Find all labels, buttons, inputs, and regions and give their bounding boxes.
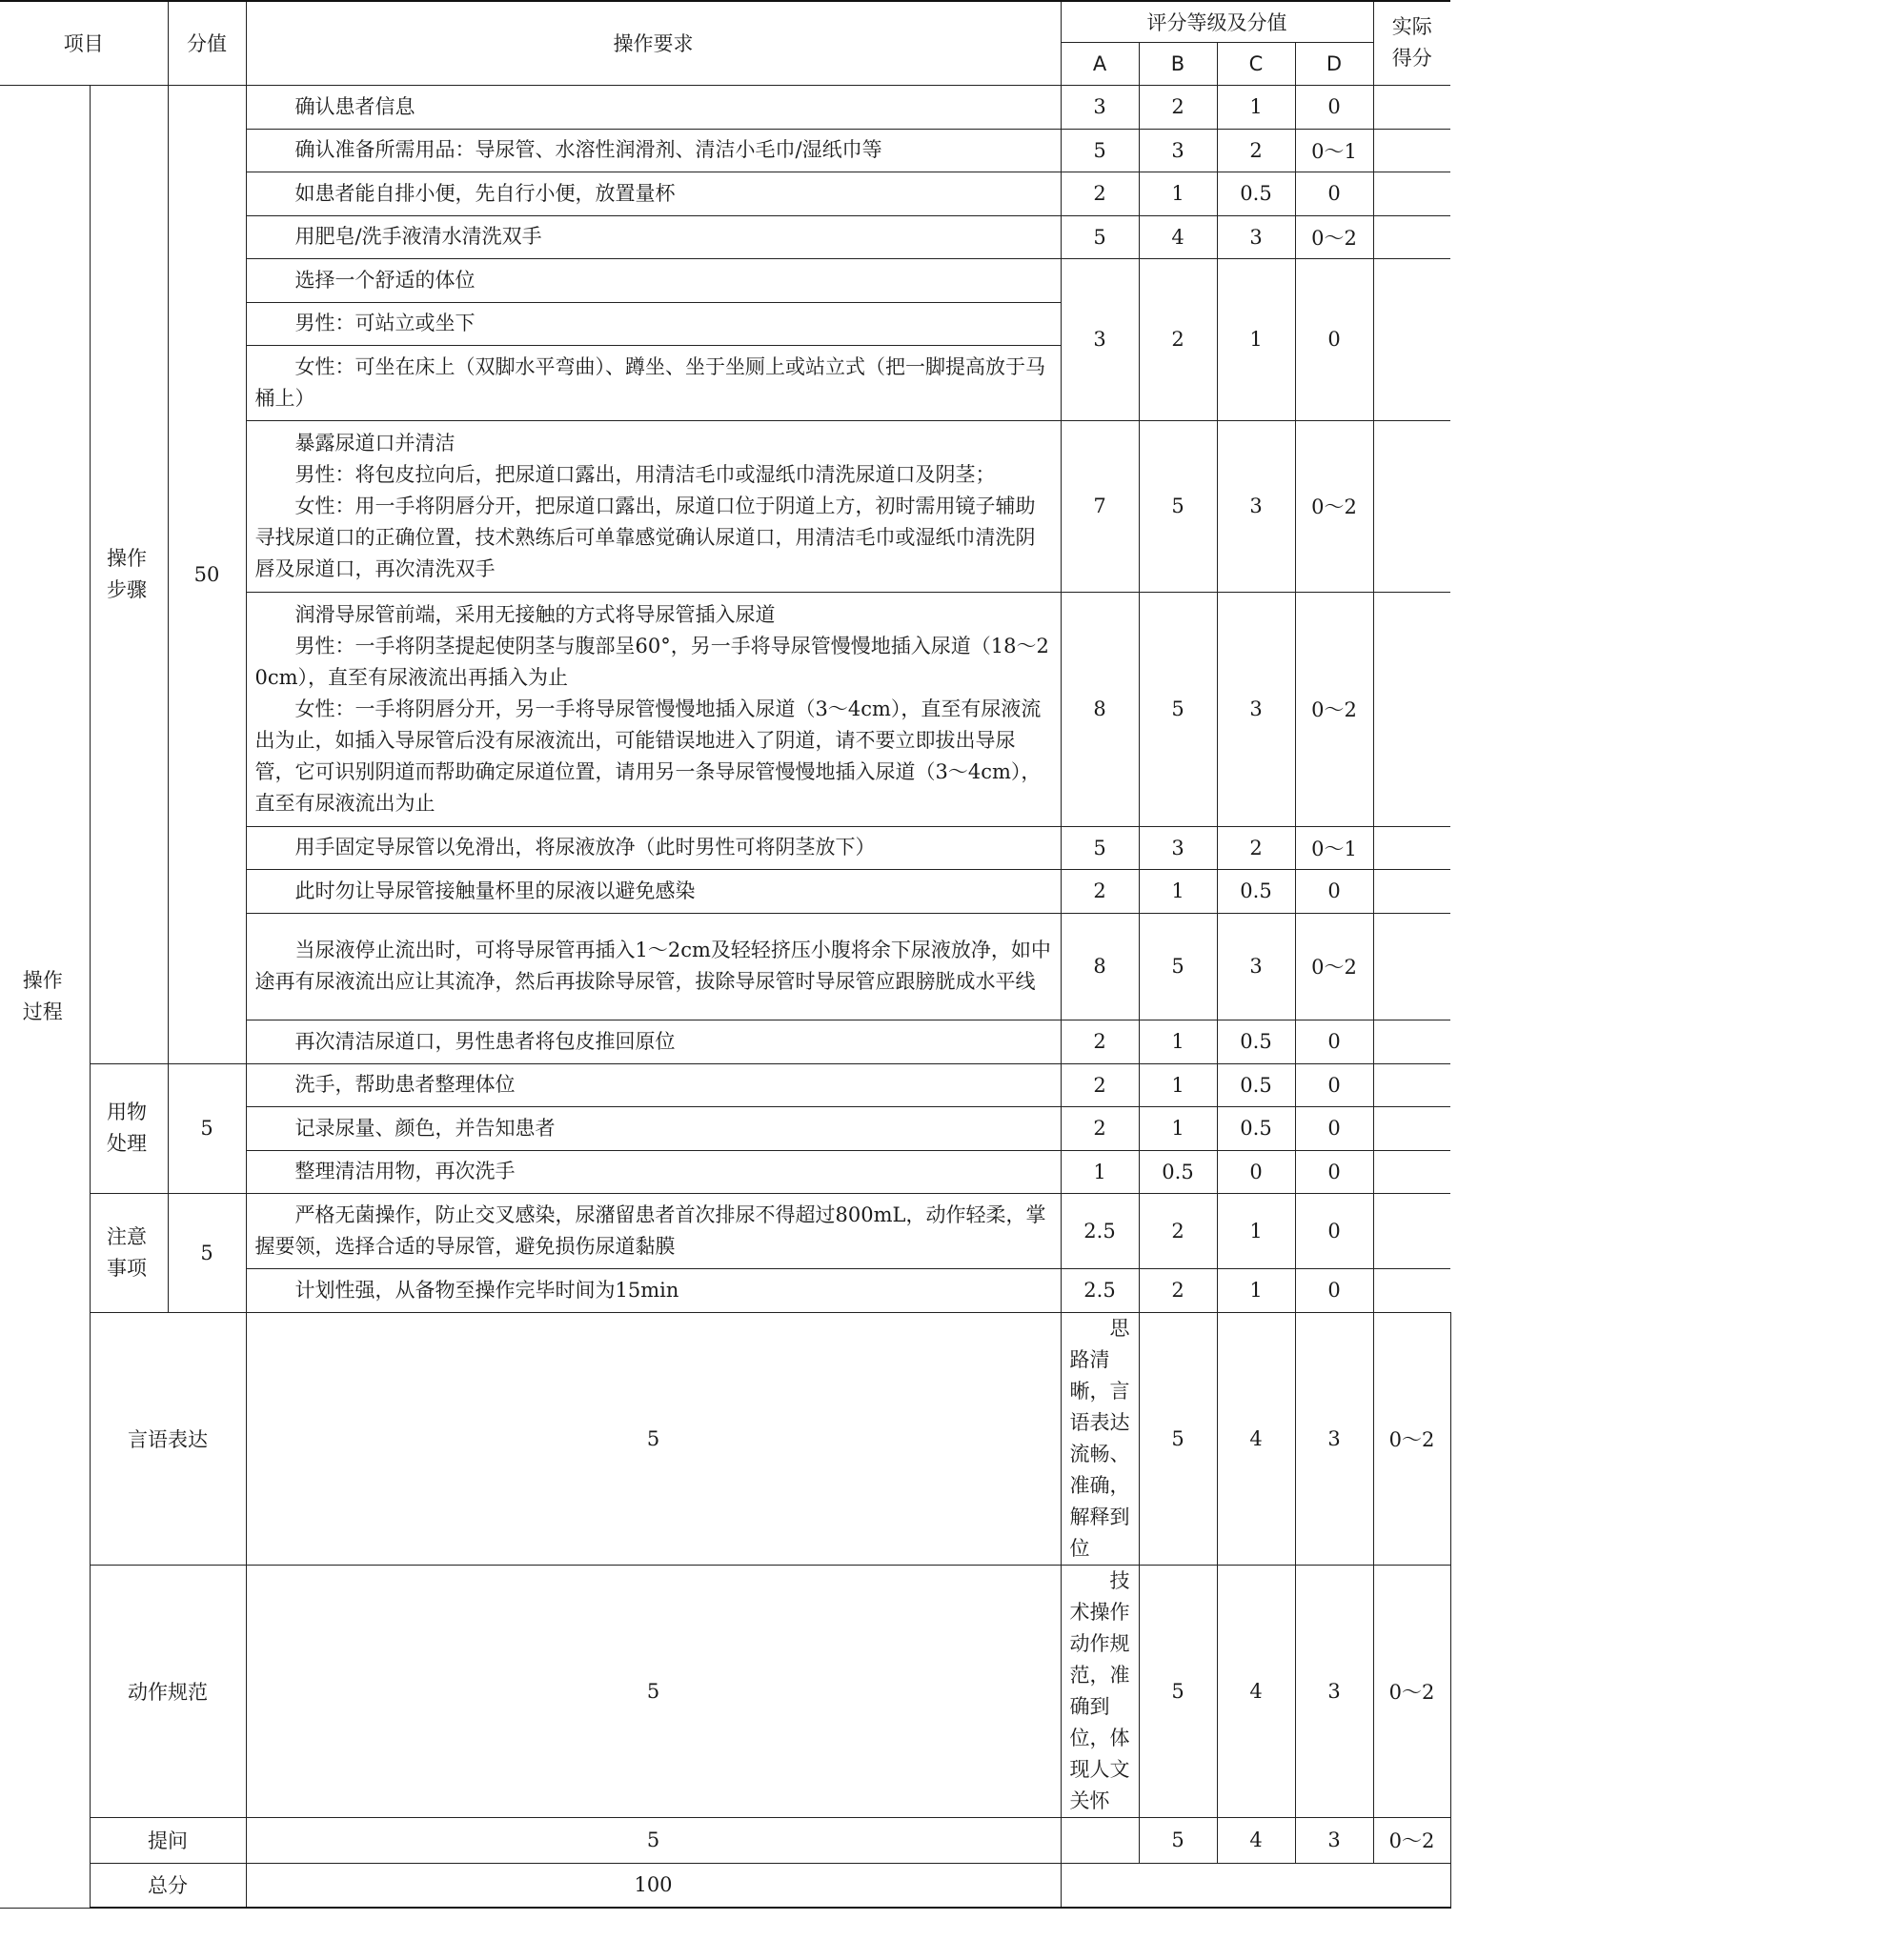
grade-c-value: 3 xyxy=(1217,215,1295,258)
grade-d-value: 0 xyxy=(1295,1063,1373,1106)
disposal-score: 5 xyxy=(168,1063,246,1193)
grade-c-value: 3 xyxy=(1295,1565,1373,1817)
requirement-text: 严格无菌操作，防止交叉感染，尿潴留患者首次排尿不得超过800mL，动作轻柔，掌握要领，选择合适的导尿管，避免损伤尿道黏膜 xyxy=(246,1193,1061,1268)
grade-a-value: 8 xyxy=(1061,592,1139,826)
actual-score-cell xyxy=(1373,826,1450,869)
grade-a-value: 2.5 xyxy=(1061,1193,1139,1268)
grade-b-value: 2 xyxy=(1139,258,1217,420)
section-name-line1: 操作 xyxy=(22,968,63,992)
actual-score-cell xyxy=(1373,1020,1450,1063)
requirement-text: 再次清洁尿道口，男性患者将包皮推回原位 xyxy=(246,1020,1061,1063)
grade-a-value: 8 xyxy=(1061,913,1139,1020)
grade-c-value: 3 xyxy=(1295,1312,1373,1565)
header-score: 分值 xyxy=(168,1,246,85)
steps-name-line2: 步骤 xyxy=(107,577,147,601)
footer-score: 5 xyxy=(246,1817,1061,1863)
grade-d-value: 0 xyxy=(1295,1268,1373,1312)
grade-a-value: 5 xyxy=(1139,1817,1217,1863)
grade-b-value: 4 xyxy=(1139,215,1217,258)
grade-a-value: 5 xyxy=(1139,1312,1217,1565)
grade-d-value: 0 xyxy=(1295,172,1373,215)
header-actual-line1: 实际 xyxy=(1391,15,1432,39)
requirement-text: 记录尿量、颜色，并告知患者 xyxy=(246,1106,1061,1150)
subsection-steps xyxy=(90,85,168,1063)
requirement-text: 计划性强，从备物至操作完毕时间为15min xyxy=(246,1268,1061,1312)
footer-score: 5 xyxy=(246,1312,1061,1565)
actual-score-cell xyxy=(1373,258,1450,420)
grade-b-value: 1 xyxy=(1139,869,1217,913)
header-requirement: 操作要求 xyxy=(246,1,1061,85)
requirement-text: 洗手，帮助患者整理体位 xyxy=(246,1063,1061,1106)
total-empty-cell xyxy=(1061,1863,1450,1908)
grade-b-value: 1 xyxy=(1139,1020,1217,1063)
subsection-notes xyxy=(90,1193,168,1312)
grade-b-value: 1 xyxy=(1139,1063,1217,1106)
grade-c-value: 1 xyxy=(1217,85,1295,129)
grade-a-value: 5 xyxy=(1061,129,1139,172)
actual-score-cell xyxy=(1373,869,1450,913)
header-actual-line2: 得分 xyxy=(1391,47,1432,71)
notes-name-line2: 事项 xyxy=(107,1256,147,1280)
section-operation-process xyxy=(0,85,90,1908)
grade-d-value: 0 xyxy=(1295,1106,1373,1150)
actual-score-cell xyxy=(1373,1150,1450,1193)
grade-a-value: 2 xyxy=(1061,1063,1139,1106)
grade-a-value: 5 xyxy=(1139,1565,1217,1817)
grade-d-value: 0～1 xyxy=(1295,826,1373,869)
grade-d-value: 0 xyxy=(1295,869,1373,913)
grade-b-value: 4 xyxy=(1217,1817,1295,1863)
actual-score-cell xyxy=(1373,420,1450,592)
actual-score-cell xyxy=(1373,85,1450,129)
grade-c-value: 0.5 xyxy=(1217,1020,1295,1063)
requirement-text xyxy=(1061,1817,1139,1863)
grade-b-value: 5 xyxy=(1139,420,1217,592)
grade-d-value: 0～2 xyxy=(1295,420,1373,592)
actual-score-cell xyxy=(1373,592,1450,826)
grade-a-value: 5 xyxy=(1061,215,1139,258)
grade-b-value: 5 xyxy=(1139,913,1217,1020)
actual-score-cell xyxy=(1373,1106,1450,1150)
grade-c-value: 1 xyxy=(1217,1268,1295,1312)
footer-label-questions: 提问 xyxy=(90,1817,246,1863)
actual-score-cell xyxy=(1373,172,1450,215)
requirement-text: 整理清洁用物，再次洗手 xyxy=(246,1150,1061,1193)
grade-c-value: 3 xyxy=(1217,592,1295,826)
grade-a-value: 3 xyxy=(1061,258,1139,420)
actual-score-cell xyxy=(1373,1063,1450,1106)
grade-b-value: 0.5 xyxy=(1139,1150,1217,1193)
grade-d-value: 0～1 xyxy=(1295,129,1373,172)
grade-c-value: 3 xyxy=(1295,1817,1373,1863)
footer-label-expression: 言语表达 xyxy=(90,1312,246,1565)
footer-score: 5 xyxy=(246,1565,1061,1817)
grade-a-value: 2 xyxy=(1061,1106,1139,1150)
requirement-text: 男性：可站立或坐下 xyxy=(246,302,1061,345)
grade-d-value: 0～2 xyxy=(1295,913,1373,1020)
header-grade-b: B xyxy=(1139,42,1217,85)
grade-b-value: 1 xyxy=(1139,1106,1217,1150)
total-label: 总分 xyxy=(90,1863,246,1908)
grade-b-value: 1 xyxy=(1139,172,1217,215)
grade-d-value: 0 xyxy=(1295,1193,1373,1268)
grade-c-value: 1 xyxy=(1217,258,1295,420)
requirement-text: 思路清晰，言语表达流畅、准确，解释到位 xyxy=(1061,1312,1139,1565)
grade-c-value: 0.5 xyxy=(1217,1106,1295,1150)
grade-a-value: 2 xyxy=(1061,869,1139,913)
total-score: 100 xyxy=(246,1863,1061,1908)
grade-d-value: 0～2 xyxy=(1373,1817,1450,1863)
header-grade-d: D xyxy=(1295,42,1373,85)
header-actual-score xyxy=(1373,1,1450,85)
grade-c-value: 0.5 xyxy=(1217,869,1295,913)
grade-d-value: 0～2 xyxy=(1295,215,1373,258)
header-grade-a: A xyxy=(1061,42,1139,85)
disposal-name-line1: 用物 xyxy=(107,1101,147,1123)
requirement-text: 用手固定导尿管以免滑出，将尿液放净（此时男性可将阴茎放下） xyxy=(246,826,1061,869)
grade-d-value: 0 xyxy=(1295,258,1373,420)
grade-b-value: 4 xyxy=(1217,1312,1295,1565)
requirement-text: 确认患者信息 xyxy=(246,85,1061,129)
requirement-text: 选择一个舒适的体位 xyxy=(246,258,1061,302)
grade-a-value: 7 xyxy=(1061,420,1139,592)
grade-b-value: 4 xyxy=(1217,1565,1295,1817)
footer-label-action: 动作规范 xyxy=(90,1565,246,1817)
grade-c-value: 3 xyxy=(1217,420,1295,592)
grade-a-value: 5 xyxy=(1061,826,1139,869)
header-grades-title: 评分等级及分值 xyxy=(1061,1,1373,42)
grade-c-value: 2 xyxy=(1217,129,1295,172)
grade-c-value: 3 xyxy=(1217,913,1295,1020)
grade-c-value: 0.5 xyxy=(1217,172,1295,215)
requirement-text: 此时勿让导尿管接触量杯里的尿液以避免感染 xyxy=(246,869,1061,913)
grade-d-value: 0 xyxy=(1295,1150,1373,1193)
requirement-text: 女性：可坐在床上（双脚水平弯曲）、蹲坐、坐于坐厕上或站立式（把一脚提高放于马桶上） xyxy=(246,345,1061,420)
grade-b-value: 3 xyxy=(1139,129,1217,172)
grade-c-value: 0 xyxy=(1217,1150,1295,1193)
disposal-name-line2: 处理 xyxy=(107,1132,147,1155)
grade-b-value: 2 xyxy=(1139,1193,1217,1268)
grade-b-value: 5 xyxy=(1139,592,1217,826)
steps-name-line1: 操作 xyxy=(107,546,147,570)
grade-c-value: 1 xyxy=(1217,1193,1295,1268)
actual-score-cell xyxy=(1373,129,1450,172)
notes-score: 5 xyxy=(168,1193,246,1312)
requirement-text: 润滑导尿管前端，采用无接触的方式将导尿管插入尿道 男性：一手将阴茎提起使阴茎与腹部呈60°，另一手将导尿管慢慢地插入尿道（18～20cm），直至有尿液流出再插入为止 女性：一手将阴唇分开，另一手将导尿管慢慢地插入尿道（3～4cm），直至有尿液流出为止，如插入导尿管后没有尿液流出，可能错误地进入了阴道，请不要立即拔出导尿管，它可识别阴道而帮助确定尿道位置，请用另一条导尿管慢慢地插入尿道（3～4cm），直至有尿液流出为止 xyxy=(246,592,1061,826)
grade-a-value: 2 xyxy=(1061,1020,1139,1063)
requirement-text: 如患者能自排小便，先自行小便，放置量杯 xyxy=(246,172,1061,215)
actual-score-cell xyxy=(1373,1193,1450,1268)
actual-score-cell xyxy=(1373,913,1450,1020)
section-name-line2: 过程 xyxy=(22,1000,63,1023)
grade-a-value: 2 xyxy=(1061,172,1139,215)
steps-score: 50 xyxy=(168,85,246,1063)
grade-d-value: 0～2 xyxy=(1373,1565,1450,1817)
requirement-text: 确认准备所需用品：导尿管、水溶性润滑剂、清洁小毛巾/湿纸巾等 xyxy=(246,129,1061,172)
grade-b-value: 3 xyxy=(1139,826,1217,869)
requirement-text: 暴露尿道口并清洁 男性：将包皮拉向后，把尿道口露出，用清洁毛巾或湿纸巾清洗尿道口及阴茎； 女性：用一手将阴唇分开，把尿道口露出，尿道口位于阴道上方，初时需用镜子辅助寻找尿道口的正确位置，技术熟练后可单靠感觉确认尿道口，用清洁毛巾或湿纸巾清洗阴唇及尿道口，再次清洗双手 xyxy=(246,420,1061,592)
grade-a-value: 2.5 xyxy=(1061,1268,1139,1312)
header-item: 项目 xyxy=(0,1,168,85)
requirement-text: 当尿液停止流出时，可将导尿管再插入1～2cm及轻轻挤压小腹将余下尿液放净，如中途再有尿液流出应让其流净，然后再拔除导尿管，拔除导尿管时导尿管应跟膀胱成水平线 xyxy=(246,913,1061,1020)
actual-score-cell xyxy=(1373,215,1450,258)
notes-name-line1: 注意 xyxy=(107,1224,147,1248)
actual-score-cell xyxy=(1373,1268,1450,1312)
header-grade-c: C xyxy=(1217,42,1295,85)
grade-b-value: 2 xyxy=(1139,85,1217,129)
subsection-disposal xyxy=(90,1063,168,1193)
grade-c-value: 0.5 xyxy=(1217,1063,1295,1106)
grade-d-value: 0 xyxy=(1295,1020,1373,1063)
grade-a-value: 3 xyxy=(1061,85,1139,129)
grade-d-value: 0～2 xyxy=(1373,1312,1450,1565)
grade-a-value: 1 xyxy=(1061,1150,1139,1193)
grade-c-value: 2 xyxy=(1217,826,1295,869)
grade-d-value: 0～2 xyxy=(1295,592,1373,826)
requirement-text: 技术操作动作规范，准确到位，体现人文关怀 xyxy=(1061,1565,1139,1817)
requirement-text: 用肥皂/洗手液清水清洗双手 xyxy=(246,215,1061,258)
grade-d-value: 0 xyxy=(1295,85,1373,129)
grade-b-value: 2 xyxy=(1139,1268,1217,1312)
